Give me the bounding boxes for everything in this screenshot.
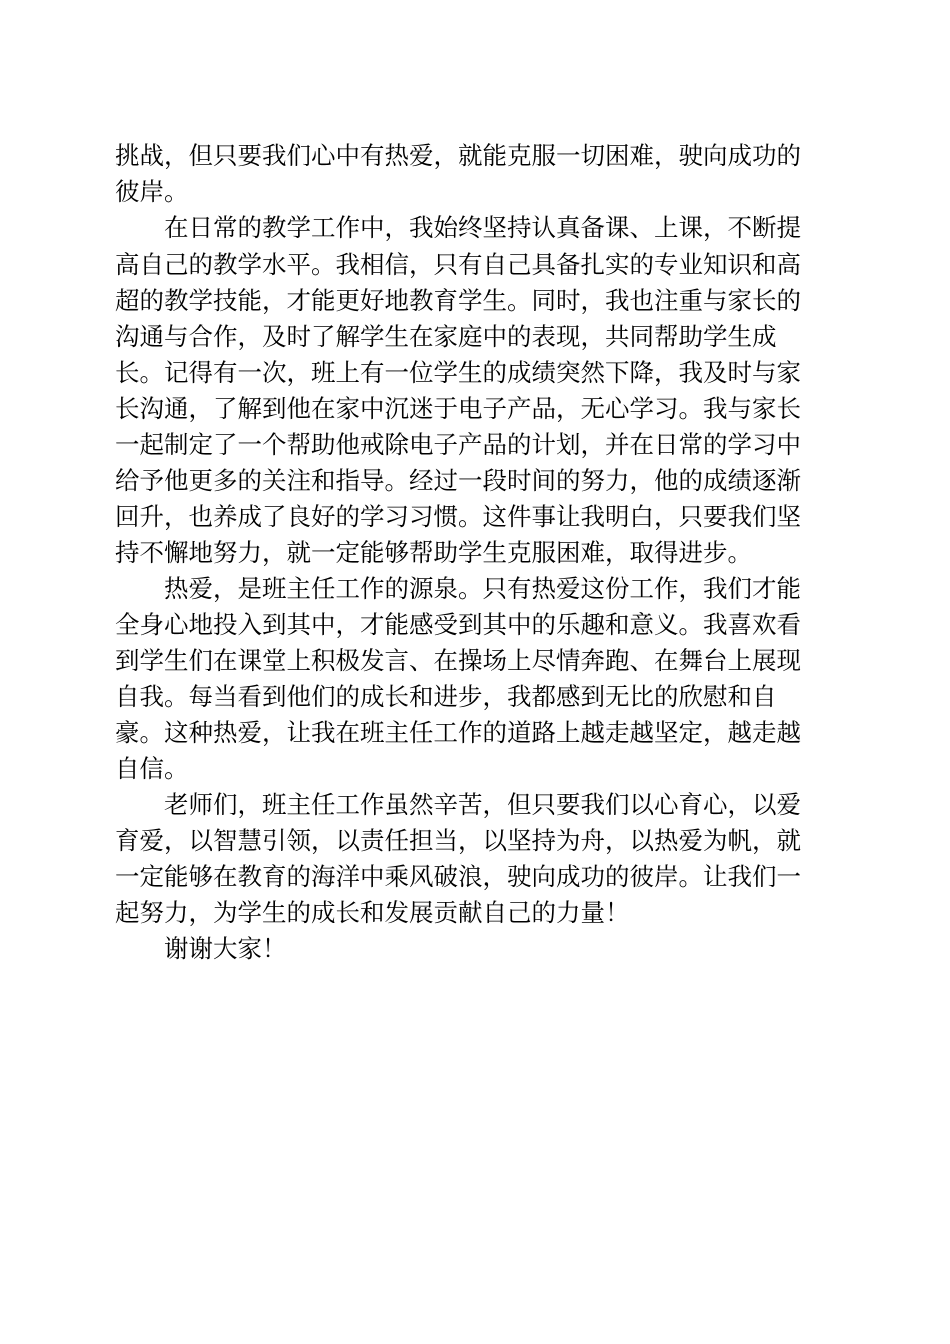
text-line: 彼岸。 [115,177,189,206]
text-line: 一起制定了一个帮助他戒除电子产品的计划，并在日常的学习中 [115,430,801,459]
paragraph-first-line: 热爱，是班主任工作的源泉。只有热爱这份工作，我们才能 [164,574,801,603]
text-line: 起努力，为学生的成长和发展贡献自己的力量！ [115,898,630,927]
text-line: 长。记得有一次，班上有一位学生的成绩突然下降，我及时与家 [115,358,801,387]
text-line: 挑战，但只要我们心中有热爱，就能克服一切困难，驶向成功的 [115,141,801,170]
closing-line: 谢谢大家！ [164,934,287,963]
paragraph-first-line: 在日常的教学工作中，我始终坚持认真备课、上课，不断提 [164,213,801,242]
text-line: 一定能够在教育的海洋中乘风破浪，驶向成功的彼岸。让我们一 [115,862,801,891]
text-line: 自信。 [115,754,189,783]
text-line: 到学生们在课堂上积极发言、在操场上尽情奔跑、在舞台上展现 [115,646,801,675]
text-line: 高自己的教学水平。我相信，只有自己具备扎实的专业知识和高 [115,250,801,279]
text-line: 育爱，以智慧引领，以责任担当，以坚持为舟，以热爱为帆，就 [115,826,801,855]
text-line: 自我。每当看到他们的成长和进步，我都感到无比的欣慰和自 [115,682,777,711]
text-line: 长沟通，了解到他在家中沉迷于电子产品，无心学习。我与家长 [115,394,801,423]
text-line: 豪。这种热爱，让我在班主任工作的道路上越走越坚定，越走越 [115,718,801,747]
text-line: 全身心地投入到其中，才能感受到其中的乐趣和意义。我喜欢看 [115,610,801,639]
paragraph-first-line: 老师们，班主任工作虽然辛苦，但只要我们以心育心，以爱 [164,790,801,819]
text-line: 持不懈地努力，就一定能够帮助学生克服困难，取得进步。 [115,538,752,567]
text-line: 沟通与合作，及时了解学生在家庭中的表现，共同帮助学生成 [115,322,777,351]
text-line: 给予他更多的关注和指导。经过一段时间的努力，他的成绩逐渐 [115,466,801,495]
text-line: 回升，也养成了良好的学习习惯。这件事让我明白，只要我们坚 [115,502,801,531]
text-line: 超的教学技能，才能更好地教育学生。同时，我也注重与家长的 [115,286,801,315]
